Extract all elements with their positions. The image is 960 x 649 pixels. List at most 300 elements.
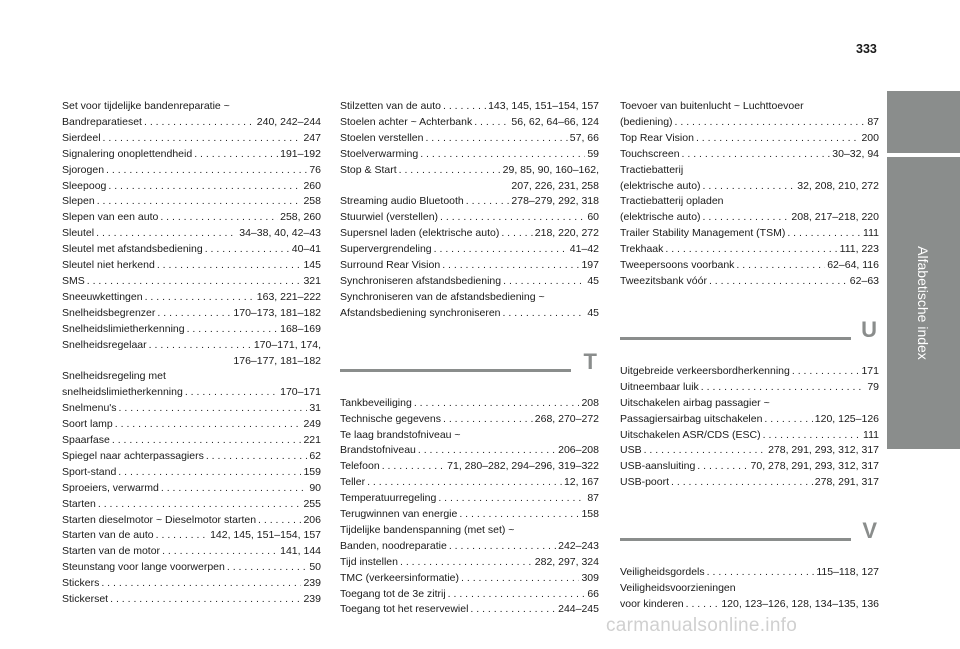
section-header-u: [620, 318, 879, 358]
entry-label: Passagiersairbag uitschakelen: [620, 412, 763, 425]
section-rule: [620, 337, 851, 340]
entry-row: [62, 210, 321, 226]
entry-row: [620, 459, 879, 475]
entry-pages: 268, 270–272: [534, 412, 599, 425]
entry-label: (elektrische auto): [620, 179, 701, 192]
entry-label: Sierdeel: [62, 131, 101, 144]
entry-row: [340, 210, 599, 226]
entry-label: Sleutel: [62, 227, 95, 240]
entry-row: [340, 242, 599, 258]
entry-row: [340, 491, 599, 507]
entry-pages: 309: [581, 571, 599, 584]
entry-row: [340, 115, 599, 131]
entry-pages: 170–171: [280, 386, 321, 399]
entry-pages: 208, 217–218, 220: [791, 211, 879, 224]
entry-pages: 239: [303, 593, 321, 606]
entry-label: Starten van de motor: [62, 545, 161, 558]
index-entry: [340, 491, 599, 507]
entry-pages: 158: [581, 508, 599, 521]
index-entry: [620, 380, 879, 396]
entry-pages: 30–32, 94: [832, 147, 879, 160]
entry-label: Tweepersoons voorbank: [620, 259, 735, 272]
entry-label: Snelheidsbegrenzer: [62, 306, 156, 319]
entry-label: Telefoon: [340, 460, 380, 473]
entry-heading: Snelheidsregeling met: [62, 370, 166, 383]
entry-row: [340, 194, 599, 210]
side-tab: [887, 157, 960, 449]
dot-leader: [443, 99, 486, 115]
entry-pages: 66: [587, 587, 599, 600]
entry-row: [62, 433, 321, 449]
dot-leader: [144, 115, 255, 131]
entry-label: Stop & Start: [340, 163, 397, 176]
entry-row: [62, 242, 321, 258]
index-entry: [620, 163, 879, 195]
index-entry: [340, 131, 599, 147]
entry-pages: 206–208: [558, 444, 599, 457]
entry-label: SMS: [62, 274, 85, 287]
section-rule: [620, 538, 851, 541]
dot-leader: [400, 555, 533, 571]
index-entry: [620, 242, 879, 258]
entry-pages: 260: [303, 179, 321, 192]
entry-row: [62, 481, 321, 497]
entry-label: Stilzetten van de auto: [340, 100, 441, 112]
entry-row: [620, 258, 879, 274]
entry-heading: Set voor tijdelijke bandenreparatie ~: [62, 100, 230, 112]
index-entry: [340, 555, 599, 571]
entry-pages: 244–245: [558, 603, 599, 616]
index-entry: [620, 131, 879, 147]
index-entry: [340, 571, 599, 587]
entry-pages: 34–38, 40, 42–43: [239, 227, 321, 240]
entry-pages: 278, 291, 293, 312, 317: [768, 444, 879, 457]
entry-label: Synchroniseren afstandsbediening: [340, 274, 502, 287]
index-entry: [62, 401, 321, 417]
entry-label: Stoelen achter ~ Achterbank: [340, 115, 473, 128]
index-entry: [340, 115, 599, 131]
entry-row: [340, 306, 599, 322]
entry-label: Supersnel laden (elektrische auto): [340, 227, 500, 240]
dot-leader: [787, 226, 861, 242]
entry-pages: 40–41: [291, 243, 321, 256]
dot-leader: [157, 258, 302, 274]
dot-leader: [96, 226, 237, 242]
index-entry: [620, 99, 879, 131]
dot-leader: [696, 131, 860, 147]
entry-row: [620, 179, 879, 195]
dot-leader: [115, 417, 302, 433]
entry-label: Veiligheidsgordels: [620, 566, 705, 579]
index-entry: [340, 602, 599, 618]
entry-row: [340, 147, 599, 163]
entry-label: Brandstofniveau: [340, 444, 416, 457]
entry-pages: 258, 260: [280, 211, 321, 224]
dot-leader: [425, 131, 567, 147]
entry-row: [62, 338, 321, 354]
section-t: [340, 350, 599, 619]
entry-label: Tankbeveiliging: [340, 396, 412, 409]
entry-label: Trailer Stability Management (TSM): [620, 227, 786, 240]
dot-leader: [709, 274, 848, 290]
entry-pages: 56, 62, 64–66, 124: [511, 115, 599, 128]
entry-pages: 278, 291, 317: [814, 476, 879, 489]
entry-label: Stuurwiel (verstellen): [340, 211, 439, 224]
entry-label: Tijd instellen: [340, 555, 398, 568]
entry-row: [620, 443, 879, 459]
index-entry: [62, 99, 321, 131]
entry-label: Uitschakelen ASR/CDS (ESC): [620, 428, 761, 441]
dot-leader: [466, 194, 510, 210]
entry-row: [340, 274, 599, 290]
entry-label: Technische gegevens: [340, 412, 441, 425]
entry-row: [62, 544, 321, 560]
entry-label: Snelheidslimietherkenning: [62, 322, 185, 335]
dot-leader: [503, 306, 586, 322]
index-entry: [62, 194, 321, 210]
entry-row: [340, 412, 599, 428]
entry-label: Snelheidsregelaar: [62, 338, 147, 351]
entry-pages: 170–173, 181–182: [233, 306, 321, 319]
entry-pages: 200: [861, 131, 879, 144]
dot-leader: [149, 338, 252, 354]
entry-label: Spiegel naar achterpassagiers: [62, 449, 204, 462]
entry-pages: 29, 85, 90, 160–162,: [502, 163, 599, 176]
index-entry: [62, 179, 321, 195]
entry-row: [62, 560, 321, 576]
entry-label: Slepen van een auto: [62, 211, 159, 224]
entry-row: [62, 465, 321, 481]
index-entry: [340, 99, 599, 115]
entry-label: Toegang tot het reservewiel: [340, 603, 469, 616]
entry-label: Sport-stand: [62, 465, 117, 478]
index-entry: [340, 242, 599, 258]
entry-label: USB-aansluiting: [620, 460, 696, 473]
dot-leader: [443, 412, 533, 428]
entry-label: TMC (verkeersinformatie): [340, 571, 460, 584]
index-entry: [62, 242, 321, 258]
entry-label: Uitneembaar luik: [620, 380, 699, 393]
index-entry: [620, 565, 879, 581]
entry-pages: 170–171, 174,: [253, 338, 321, 351]
entry-label: Sjorogen: [62, 163, 105, 176]
dot-leader: [206, 449, 307, 465]
entry-row: [620, 210, 879, 226]
index-entry: [62, 322, 321, 338]
entry-label: (elektrische auto): [620, 211, 701, 224]
entry-pages: 255: [303, 497, 321, 510]
entry-label: Starten van de auto: [62, 529, 154, 542]
dot-leader: [792, 364, 860, 380]
index-column-1: [62, 99, 321, 608]
entry-row: [340, 226, 599, 242]
entry-label: Stoelverwarming: [340, 147, 419, 160]
entry-heading: Toevoer van buitenlucht ~ Luchttoevoer: [620, 100, 804, 112]
entry-row: [340, 539, 599, 555]
index-entry: [620, 274, 879, 290]
entry-row: [62, 290, 321, 306]
entry-row: [62, 194, 321, 210]
index-column-3: [620, 99, 879, 613]
entry-label: Sneeuwkettingen: [62, 290, 143, 303]
page-number: 333: [856, 42, 877, 56]
dot-leader: [97, 194, 302, 210]
entry-pages: 115–118, 127: [816, 566, 879, 579]
entry-pages: 111: [863, 227, 879, 240]
index-entry: [62, 544, 321, 560]
dot-leader: [763, 428, 861, 444]
section-v: [620, 519, 879, 613]
index-entry: [62, 210, 321, 226]
index-entry: [62, 513, 321, 529]
dot-leader: [671, 475, 813, 491]
entry-row: [620, 364, 879, 380]
entry-label: voor kinderen: [620, 597, 684, 610]
entry-pages: 111: [863, 428, 879, 441]
entry-pages: 159: [303, 465, 321, 478]
dot-leader: [367, 475, 562, 491]
index-entry: [340, 163, 599, 195]
index-entry: [62, 576, 321, 592]
entry-label: Teller: [340, 476, 366, 489]
entry-row: [620, 475, 879, 491]
entry-pages: 62–63: [849, 274, 879, 287]
dot-leader: [145, 290, 255, 306]
entry-label: Signalering onoplettendheid: [62, 147, 193, 160]
entry-label: Trekhaak: [620, 243, 664, 256]
entry-pages: 249: [303, 418, 321, 431]
entry-pages: 70, 278, 291, 293, 312, 317: [750, 460, 879, 473]
entry-row: [62, 274, 321, 290]
entry-heading: Veiligheidsvoorzieningen: [620, 582, 736, 595]
index-entry: [62, 465, 321, 481]
entry-label: Snelmenu's: [62, 402, 117, 415]
index-entry: [62, 338, 321, 370]
dot-leader: [418, 443, 556, 459]
index-column-2: [340, 99, 599, 618]
entry-row: [620, 428, 879, 444]
dot-leader: [434, 242, 568, 258]
dot-leader: [697, 459, 748, 475]
entry-row: [62, 147, 321, 163]
index-entry: [620, 364, 879, 380]
dot-leader: [501, 226, 532, 242]
dot-leader: [119, 401, 308, 417]
index-entry: [620, 226, 879, 242]
index-entry: [340, 507, 599, 523]
section-u: [620, 318, 879, 491]
entry-row: [340, 163, 599, 179]
entry-pages: 57, 66: [569, 131, 599, 144]
entry-label: (bediening): [620, 115, 673, 128]
index-entry: [62, 449, 321, 465]
entry-label: Uitgebreide verkeersbordherkenning: [620, 364, 790, 377]
entry-label: Stickerset: [62, 593, 109, 606]
dot-leader: [707, 565, 815, 581]
entry-label: Supervergrendeling: [340, 243, 432, 256]
entry-row: [620, 242, 879, 258]
entry-pages: 218, 220, 272: [534, 227, 599, 240]
entry-label: Spaarfase: [62, 434, 110, 447]
entry-label: Sleepoog: [62, 179, 107, 192]
entry-row: [340, 258, 599, 274]
entry-pages: 171: [861, 364, 879, 377]
index-entry: [340, 210, 599, 226]
entry-label: Streaming audio Bluetooth: [340, 195, 464, 208]
entry-label: Touchscreen: [620, 147, 680, 160]
entry-row: [62, 179, 321, 195]
dot-leader: [644, 443, 766, 459]
dot-leader: [459, 507, 579, 523]
entry-pages: 71, 280–282, 294–296, 319–322: [447, 460, 599, 473]
entry-label: Sproeiers, verwarmd: [62, 481, 159, 494]
entry-pages: 206: [303, 513, 321, 526]
dot-leader: [703, 179, 796, 195]
entry-heading: Tractiebatterij opladen: [620, 195, 724, 208]
entry-pages: 208: [581, 396, 599, 409]
entry-heading: Synchroniseren van de afstandsbediening ~: [340, 290, 545, 303]
entry-label: Tweezitsbank vóór: [620, 274, 707, 287]
index-entry: [340, 428, 599, 460]
entry-label: Toegang tot de 3e zitrij: [340, 587, 446, 600]
entry-row: [62, 576, 321, 592]
entry-row: [62, 322, 321, 338]
index-entry: [340, 475, 599, 491]
dot-leader: [187, 322, 279, 338]
entry-pages: 50: [309, 561, 321, 574]
index-entry: [62, 481, 321, 497]
dot-leader: [736, 258, 825, 274]
watermark: carmanualsonline.info: [606, 615, 798, 636]
entry-label: USB-poort: [620, 476, 670, 489]
dot-leader: [185, 385, 278, 401]
entry-pages: 120, 123–126, 128, 134–135, 136: [721, 597, 879, 610]
side-tab-label: Alfabetische index: [915, 246, 931, 360]
entry-pages: 191–192: [280, 147, 321, 160]
entry-pages: 321: [303, 274, 321, 287]
entry-label: Terugwinnen van energie: [340, 508, 458, 521]
index-entry: [62, 592, 321, 608]
entry-pages: 45: [587, 274, 599, 287]
dot-leader: [106, 163, 307, 179]
entry-row: [62, 258, 321, 274]
entry-row: [340, 99, 599, 115]
entry-pages: 59: [587, 147, 599, 160]
entry-label: Sleutel niet herkend: [62, 259, 155, 272]
index-entry: [620, 581, 879, 613]
entry-row: [62, 497, 321, 513]
index-entry: [62, 306, 321, 322]
entry-label: Soort lamp: [62, 418, 113, 431]
entry-row: [620, 380, 879, 396]
entry-label: Sleutel met afstandsbediening: [62, 243, 203, 256]
dot-leader: [470, 602, 556, 618]
entry-pages: 242–243: [558, 539, 599, 552]
entry-pages: 12, 167: [563, 476, 599, 489]
entry-pages: 258: [303, 195, 321, 208]
entry-pages: 141, 144: [280, 545, 321, 558]
dot-leader: [675, 115, 866, 131]
entry-row: [340, 475, 599, 491]
entry-row: [340, 571, 599, 587]
dot-leader: [101, 576, 301, 592]
entry-row: [62, 115, 321, 131]
index-entry: [620, 258, 879, 274]
index-entry: [62, 147, 321, 163]
entry-row: [62, 131, 321, 147]
index-entry: [340, 523, 599, 555]
entry-pages: 221: [303, 434, 321, 447]
entry-pages: 143, 145, 151–154, 157: [488, 100, 599, 112]
entry-label: Starten dieselmotor ~ Dieselmotor starten: [62, 513, 257, 526]
entry-heading: Tijdelijke bandenspanning (met set) ~: [340, 523, 515, 536]
dot-leader: [227, 560, 307, 576]
entry-label: Bandreparatieset: [62, 115, 142, 128]
dot-leader: [110, 592, 301, 608]
entry-pages-continued: 176–177, 181–182: [233, 354, 321, 367]
index-entry: [340, 587, 599, 603]
entry-row: [62, 226, 321, 242]
index-entry: [620, 194, 879, 226]
index-entry: [62, 560, 321, 576]
entry-row: [620, 274, 879, 290]
dot-leader: [87, 274, 302, 290]
dot-leader: [474, 115, 509, 131]
index-entry: [62, 497, 321, 513]
entry-label: Stoelen verstellen: [340, 131, 424, 144]
entry-label: Surround Rear Vision: [340, 259, 441, 272]
dot-leader: [665, 242, 837, 258]
entry-pages: 145: [303, 259, 321, 272]
entry-pages-continued: 207, 226, 231, 258: [511, 179, 599, 192]
index-entry: [62, 433, 321, 449]
entry-row: [340, 443, 599, 459]
index-entry: [340, 412, 599, 428]
entry-pages: 45: [587, 306, 599, 319]
entry-row: [340, 507, 599, 523]
entry-label: USB: [620, 444, 642, 457]
entry-pages: 282, 297, 324: [534, 555, 599, 568]
entry-row: [340, 555, 599, 571]
entry-label: Slepen: [62, 195, 95, 208]
entry-pages: 31: [309, 402, 321, 415]
index-entry: [340, 258, 599, 274]
index-entry: [340, 274, 599, 290]
dot-leader: [103, 131, 302, 147]
index-entry: [340, 147, 599, 163]
index-entry: [340, 290, 599, 322]
dot-leader: [112, 433, 302, 449]
entry-label: snelheidslimietherkenning: [62, 386, 183, 399]
index-entry: [620, 428, 879, 444]
entry-pages: 142, 145, 151–154, 157: [210, 529, 321, 542]
entry-row: [62, 163, 321, 179]
entry-label: Afstandsbediening synchroniseren: [340, 306, 501, 319]
entry-pages: 90: [309, 481, 321, 494]
entry-pages: 62–64, 116: [827, 259, 879, 272]
entry-row: [62, 449, 321, 465]
index-entry: [62, 163, 321, 179]
entry-row: [620, 597, 879, 613]
entry-row: [620, 226, 879, 242]
dot-leader: [440, 210, 585, 226]
entry-row: [62, 592, 321, 608]
dot-leader: [503, 274, 585, 290]
dot-leader: [682, 147, 831, 163]
index-entry: [620, 459, 879, 475]
entry-row: [340, 587, 599, 603]
entry-heading: Tractiebatterij: [620, 163, 684, 176]
